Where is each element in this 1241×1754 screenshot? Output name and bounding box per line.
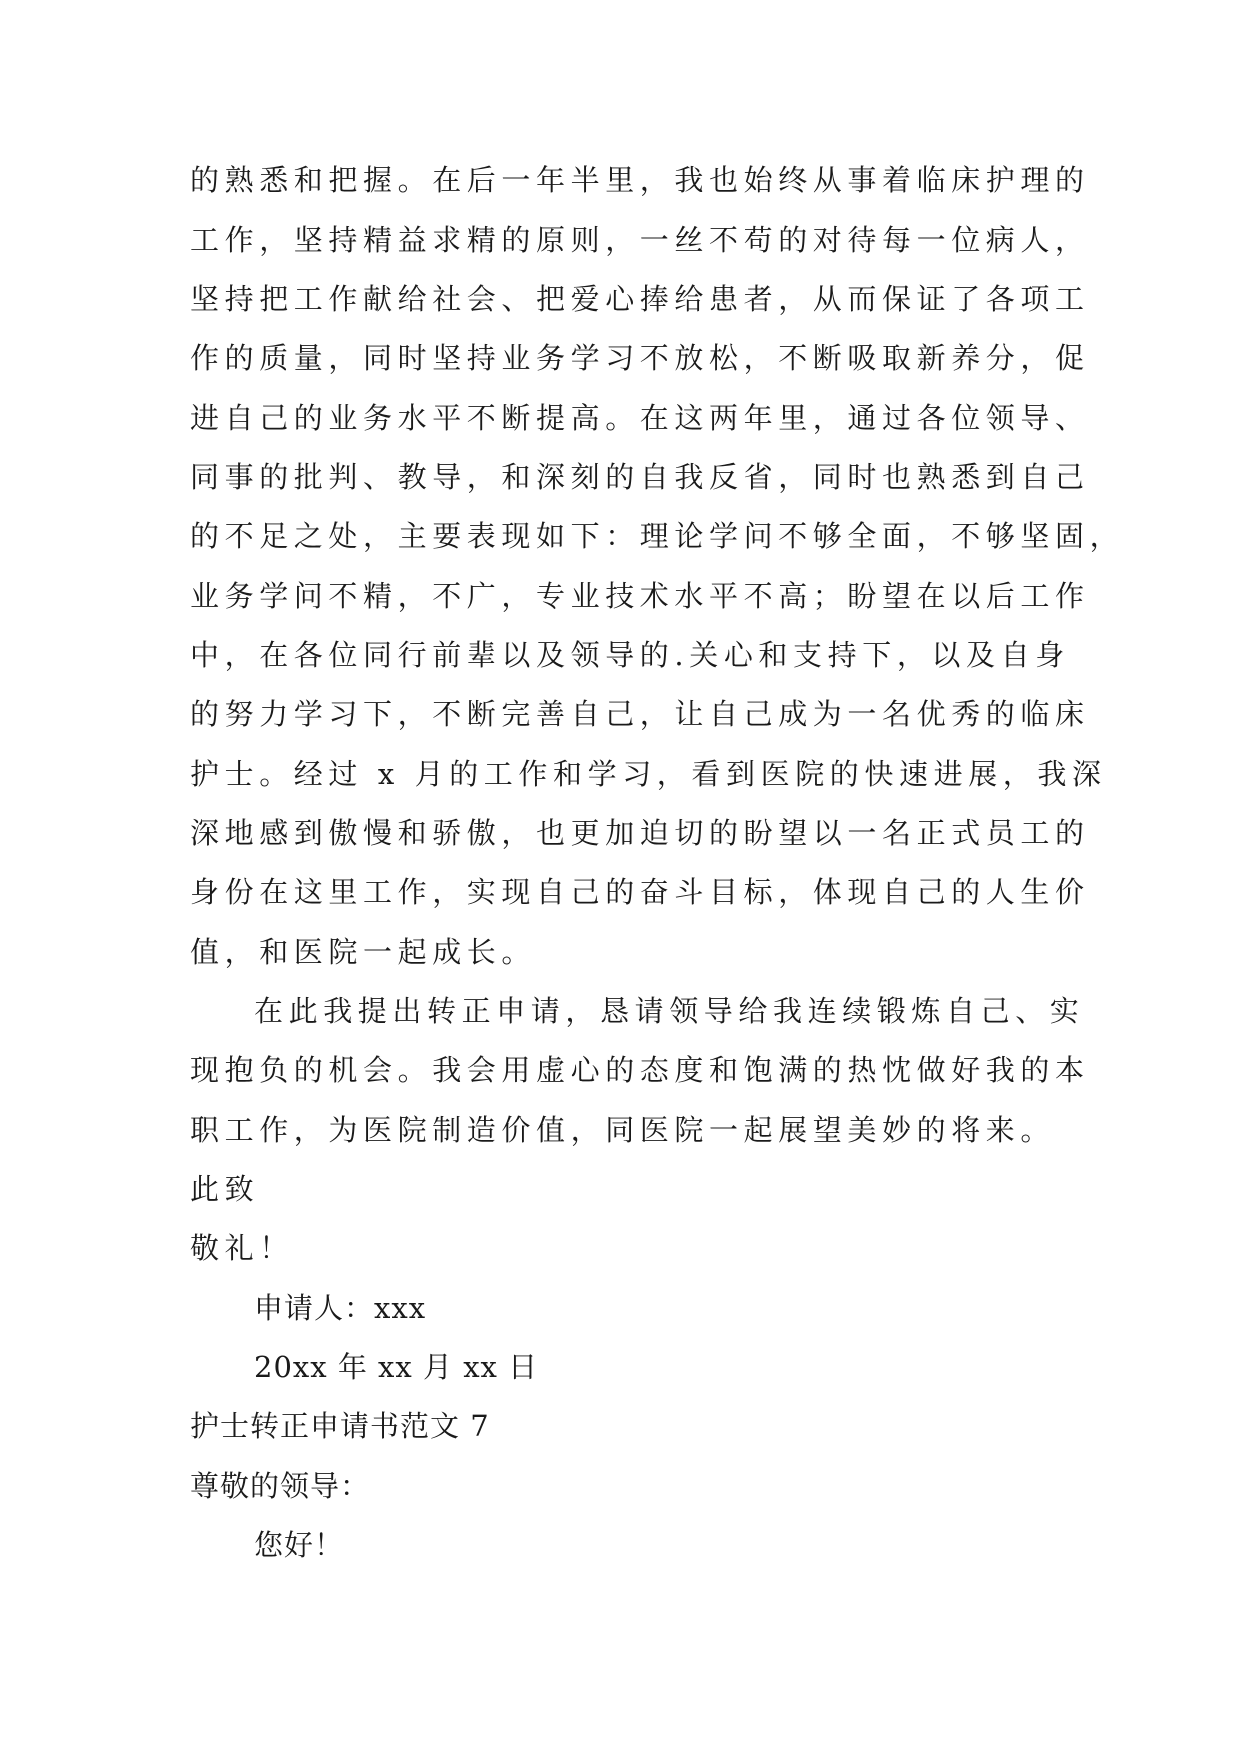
body-line: 值，和医院一起成长。 [190, 935, 537, 969]
body-line: 业务学问不精，不广，专业技术水平不高；盼望在以后工作 [190, 579, 1090, 613]
body-line: 护士。经过 x 月的工作和学习，看到医院的快速进展，我深 [190, 757, 1107, 791]
salutation-line: 尊敬的领导： [190, 1469, 371, 1503]
applicant-line: 申请人：xxx [254, 1291, 427, 1325]
body-line: 身份在这里工作，实现自己的奋斗目标，体现自己的人生价 [190, 875, 1090, 909]
request-line: 在此我提出转正申请，恳请领导给我连续锻炼自己、实 [254, 994, 1085, 1028]
date-line: 20xx 年 xx 月 xx 日 [254, 1350, 539, 1384]
body-line: 的努力学习下，不断完善自己，让自己成为一名优秀的临床 [190, 697, 1090, 731]
body-line: 工作，坚持精益求精的原则，一丝不苟的对待每一位病人， [190, 223, 1090, 257]
body-line: 中，在各位同行前辈以及领导的.关心和支持下，以及自身 [190, 638, 1070, 672]
body-line: 坚持把工作献给社会、把爱心捧给患者，从而保证了各项工 [190, 282, 1090, 316]
body-line: 进自己的业务水平不断提高。在这两年里，通过各位领导、 [190, 401, 1090, 435]
closing-line: 敬礼！ [190, 1231, 294, 1265]
request-line: 现抱负的机会。我会用虚心的态度和饱满的热忱做好我的本 [190, 1053, 1090, 1087]
section-title: 护士转正申请书范文 7 [190, 1409, 490, 1443]
body-line: 的熟悉和把握。在后一年半里，我也始终从事着临床护理的 [190, 163, 1090, 197]
closing-line: 此致 [190, 1172, 260, 1206]
greeting-line: 您好！ [254, 1528, 345, 1562]
body-line: 作的质量，同时坚持业务学习不放松，不断吸取新养分，促 [190, 341, 1090, 375]
request-line: 职工作，为医院制造价值，同医院一起展望美妙的将来。 [190, 1113, 1056, 1147]
body-line: 的不足之处，主要表现如下：理论学问不够全面，不够坚固， [190, 519, 1125, 553]
body-line: 深地感到傲慢和骄傲，也更加迫切的盼望以一名正式员工的 [190, 816, 1090, 850]
body-line: 同事的批判、教导，和深刻的自我反省，同时也熟悉到自己 [190, 460, 1090, 494]
